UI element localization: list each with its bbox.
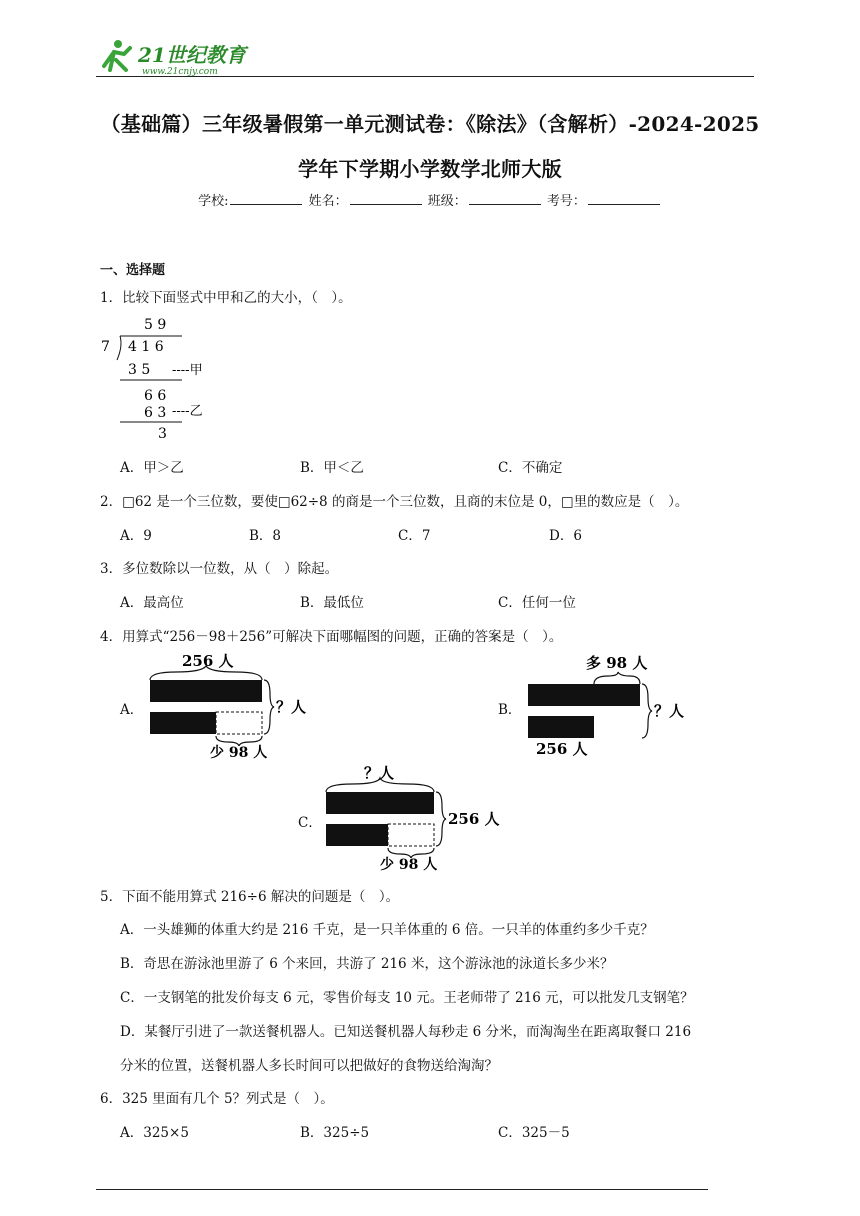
q1-dividend: 4 1 6	[128, 339, 164, 355]
q2-option-b: B．8	[249, 528, 282, 544]
q2-stem: 2．□62 是一个三位数，要使□62÷8 的商是一个三位数，且商的末位是 0，□里的数应是（ ）。	[100, 494, 689, 510]
q6-option-a: A．325×5	[120, 1125, 189, 1141]
q6-stem: 6．325 里面有几个 5？列式是（ ）。	[100, 1091, 334, 1107]
q5-option-d-line-2: 分米的位置，送餐机器人多长时间可以把做好的食物送给淘淘？	[120, 1058, 498, 1074]
q4b-bottom-label: 256 人	[536, 740, 588, 758]
q4-option-a-diagram	[146, 648, 316, 760]
logo	[96, 36, 256, 80]
q1-step1: 3 5	[128, 362, 151, 378]
q2-option-c: C．7	[398, 528, 431, 544]
q4-option-c-label: C．	[298, 815, 322, 831]
logo-graphic	[96, 36, 256, 80]
school-blank	[230, 192, 302, 205]
footer-rule	[96, 1189, 708, 1190]
q4b-right-label: ？人	[654, 702, 685, 720]
q4c-bar-2	[326, 824, 388, 846]
q6-option-b: B．325÷5	[300, 1125, 370, 1141]
q5-option-d-line-1: D．某餐厅引进了一款送餐机器人。已知送餐机器人每秒走 6 分米，而淘淘坐在距离取餐口 216	[120, 1024, 692, 1040]
q1-option-c: C．不确定	[498, 460, 563, 476]
q4c-right-label: 256 人	[448, 810, 500, 828]
logo-text: 21世纪教育	[138, 43, 246, 67]
section-title: 一、选择题	[100, 263, 166, 278]
header-rule	[96, 76, 754, 77]
class-blank	[469, 192, 541, 205]
name-label: 姓名：	[308, 194, 348, 209]
q3-stem: 3．多位数除以一位数，从（ ）除起。	[100, 561, 339, 577]
q6-option-c: C．325－5	[498, 1125, 570, 1141]
q4c-bar-1	[326, 792, 434, 814]
exam-number-blank	[588, 192, 660, 205]
q4b-top-label: 多 98 人	[586, 654, 648, 672]
name-blank	[350, 192, 422, 205]
q4-stem: 4．用算式“256－98＋256”可解决下面哪幅图的问题，正确的答案是（ ）。	[100, 629, 563, 645]
q5-option-c: C．一支钢笔的批发价每支 6 元，零售价每支 10 元。王老师带了 216 元，可以批发几支钢笔？	[120, 990, 694, 1006]
q1-label-yi: ----乙	[172, 404, 203, 419]
q4c-top-label: ？人	[364, 764, 395, 782]
q3-option-b: B．最低位	[300, 595, 364, 611]
q4a-bar-2	[150, 712, 216, 734]
q4b-bar-1	[528, 684, 640, 706]
q4b-top-brace	[594, 672, 640, 684]
q4c-bottom-label: 少 98 人	[380, 857, 438, 872]
q4a-dashed-part	[216, 712, 262, 734]
school-label: 学校:	[198, 194, 229, 209]
q4-option-c-diagram	[320, 760, 500, 872]
title-line-1: （基础篇）三年级暑假第一单元测试卷：《除法》（含解析）-2024-2025	[100, 112, 760, 136]
class-label: 班级：	[427, 194, 467, 209]
q2-option-a: A．9	[120, 528, 152, 544]
q4c-dashed-part	[388, 824, 434, 846]
q4-option-b-label: B．	[498, 702, 522, 718]
q1-long-division	[96, 312, 226, 444]
q4c-right-brace	[436, 792, 446, 846]
student-info-line	[0, 190, 860, 209]
q1-remainder: 3	[158, 426, 167, 442]
q2-option-d: D．6	[549, 528, 582, 544]
q3-option-c: C．任何一位	[498, 595, 576, 611]
q1-division-bracket	[117, 336, 121, 360]
q3-option-a: A．最高位	[120, 595, 184, 611]
q5-option-a: A．一头雄狮的体重大约是 216 千克，是一只羊体重的 6 倍。一只羊的体重约多少千克？	[120, 922, 654, 938]
q4a-right-label: ？人	[276, 698, 307, 716]
q4a-right-brace	[264, 680, 274, 734]
q1-label-jia: ----甲	[172, 363, 203, 378]
q4a-top-label: 256 人	[182, 652, 234, 670]
q4b-bar-2	[528, 716, 594, 738]
q4-option-a-label: A．	[120, 702, 144, 718]
q1-quotient: 5 9	[144, 317, 167, 333]
title-line-2: 学年下学期小学数学北师大版	[298, 157, 562, 181]
q5-option-b: B．奇思在游泳池里游了 6 个来回，共游了 216 米，这个游泳池的泳道长多少米？	[120, 956, 614, 972]
q4b-right-brace	[642, 684, 652, 738]
q4-option-b-diagram	[522, 648, 692, 760]
q1-option-a: A．甲＞乙	[120, 460, 184, 476]
q4a-bottom-label: 少 98 人	[210, 745, 268, 760]
q4a-bar-1	[150, 680, 262, 702]
q1-stem: 1．比较下面竖式中甲和乙的大小，（ ）。	[100, 290, 352, 306]
q1-divisor: 7	[101, 339, 110, 355]
q1-option-b: B．甲＜乙	[300, 460, 364, 476]
exam-number-label: 考号：	[546, 194, 586, 209]
q1-step3: 6 3	[144, 405, 167, 421]
q5-stem: 5．下面不能用算式 216÷6 解决的问题是（ ）。	[100, 889, 400, 905]
q1-step2: 6 6	[144, 388, 167, 404]
logo-url: www.21cnjy.com	[142, 67, 218, 77]
